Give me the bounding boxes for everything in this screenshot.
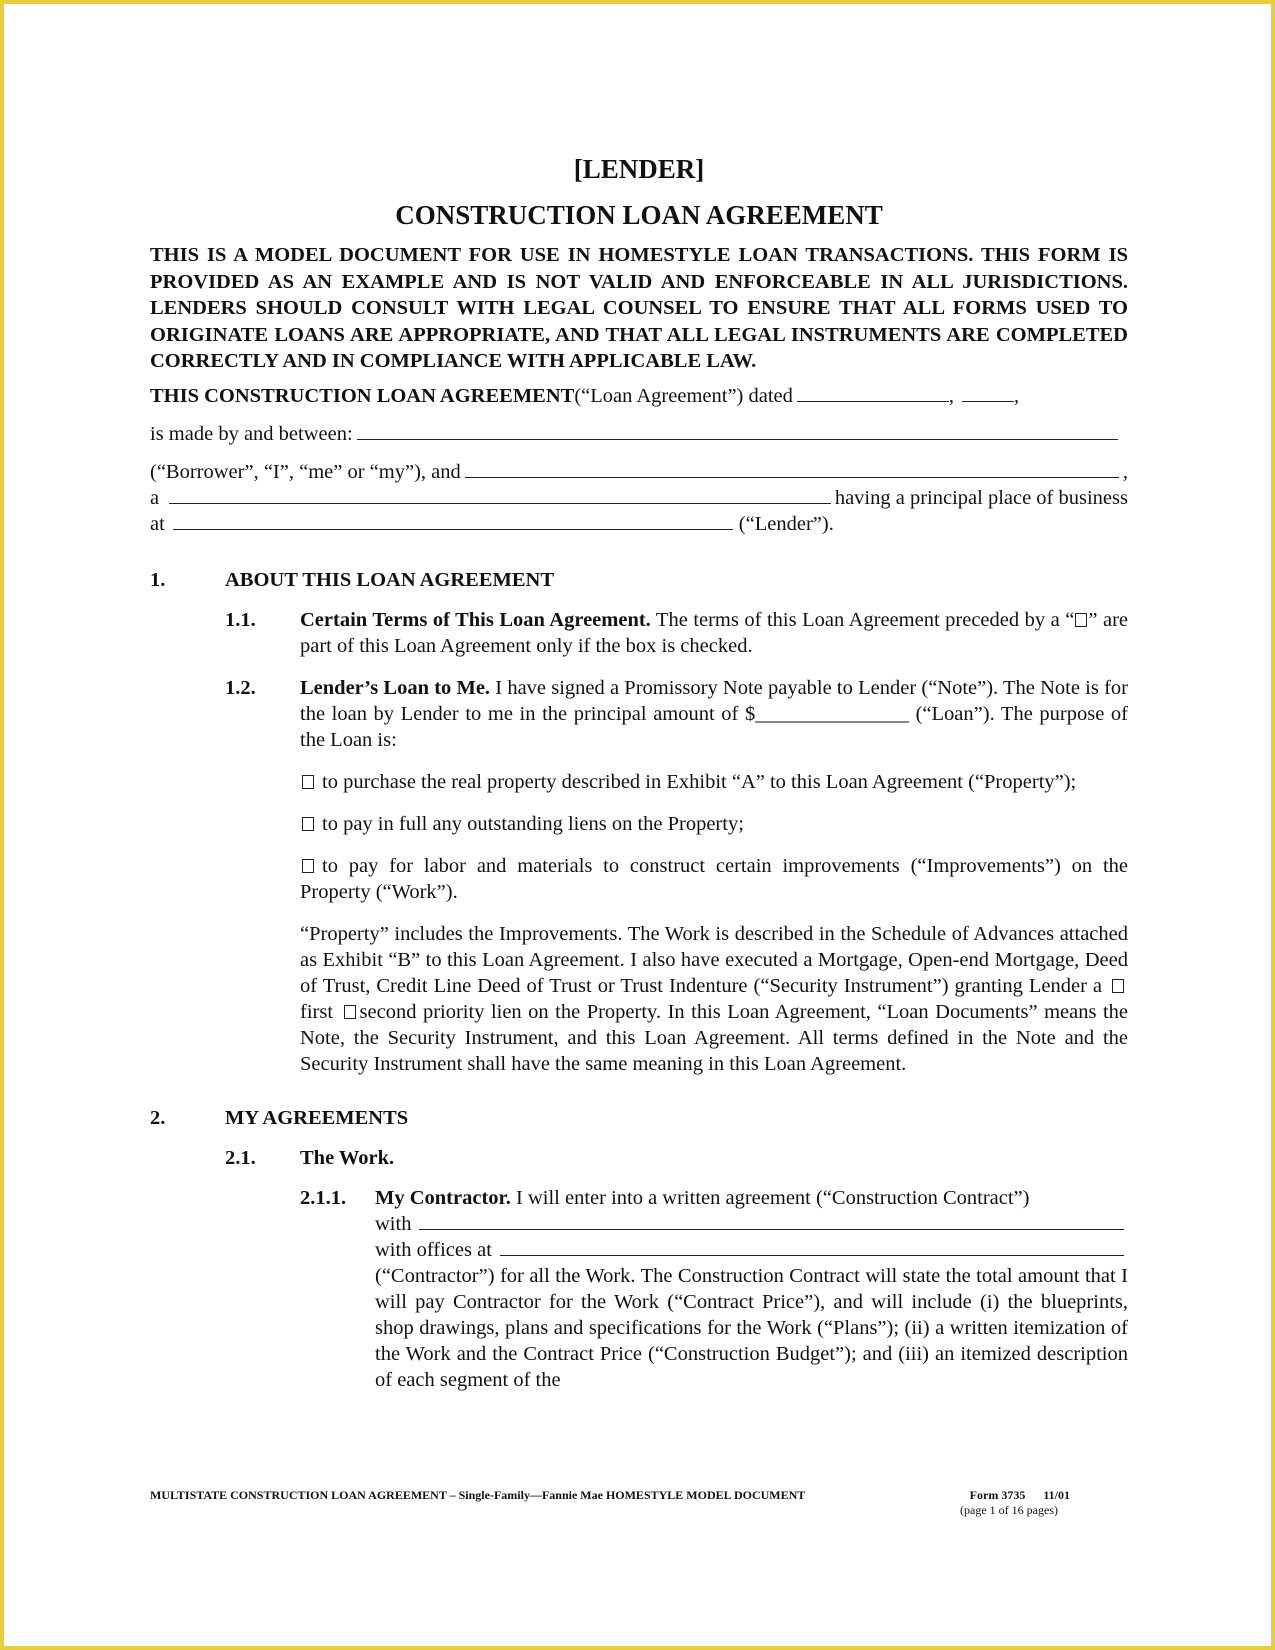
lender-address-field[interactable] — [173, 511, 733, 530]
borrower-line: (“Borrower”, “I”, “me” or “my”), and , — [150, 460, 1128, 483]
entity-line — [150, 485, 1128, 511]
purpose-option-purchase: to purchase the real property described in Exhibit “A” to this Loan Agreement (“Property”); — [300, 769, 1128, 795]
section-1-1 — [225, 607, 1128, 659]
model-document-warning: THIS IS A MODEL DOCUMENT FOR USE IN HOMESTYLE LOAN TRANSACTIONS. THIS FORM IS PROVIDED AS AN EXAMPLE AND IS NOT VALID AND ENFORCEABLE IN ALL JURISDICTIONS. LENDERS SHOULD CONSULT WITH LEGAL COUNSEL TO ENSURE THAT ALL FORMS USED TO ORIGINATE LOANS ARE APPROPRIATE, AND THAT ALL LEGAL INSTRUMENTS ARE COMPLETED CORRECTLY AND IN COMPLIANCE WITH APPLICABLE LAW. — [150, 244, 1128, 372]
lender-heading: [LENDER] — [573, 154, 705, 184]
borrower-name-field[interactable] — [357, 421, 1118, 440]
footer-form-number: Form 3735 — [969, 1488, 1026, 1502]
section-2-number: 2. — [150, 1106, 166, 1129]
section-1-1-text-b: ” are part of this Loan Agreement only if the box is checked. — [300, 608, 1128, 657]
footer-page-number: (page 1 of 16 pages) — [960, 1503, 1058, 1517]
purpose-option-work: to pay for labor and materials to construct certain improvements (“Improvements”) on the Property (“Work”). — [300, 854, 1128, 903]
intro-lead: THIS CONSTRUCTION LOAN AGREEMENT — [150, 384, 575, 407]
intro-dated-line: THIS CONSTRUCTION LOAN AGREEMENT (“Loan Agreement”) dated , , — [150, 384, 1020, 407]
second-lien-label: second — [359, 1000, 417, 1023]
section-2-1-1-text: (“Contractor”) for all the Work. The Construction Contract will state the total amount that I will pay Contractor for the Work (“Contract Price”), and will include (i) the blueprints, shop drawings, plans and specifications for the Work (“Plans”); (ii) a written itemization of the Work and the Contract Price (“Construction Budget”); and (iii) an itemized description of each segment of the — [375, 1264, 1128, 1391]
principal-place-label: having a principal place of business — [834, 486, 1128, 509]
entity-a-label: a — [150, 486, 160, 509]
intro-lead-rest: (“Loan Agreement”) dated — [574, 384, 793, 407]
section-1-1-heading: Certain Terms of This Loan Agreement. — [300, 608, 651, 631]
section-1-2-text: I have signed a Promissory Note payable to Lender (“Note”). The Note is for the loan by Lender to me in the principal amount of $_______________ (“Loan”). The purpose of the Loan is: — [300, 676, 1128, 751]
year-blank-field[interactable] — [962, 383, 1014, 402]
address-line — [150, 511, 1128, 537]
work-checkbox[interactable] — [302, 859, 314, 873]
contractor-office-field[interactable] — [500, 1237, 1124, 1256]
borrower-label: (“Borrower”, “I”, “me” or “my”), and — [150, 460, 461, 483]
section-1-1-number: 1.1. — [225, 608, 256, 631]
section-1-2-heading: Lender’s Loan to Me. — [300, 676, 491, 699]
liens-checkbox[interactable] — [302, 817, 314, 831]
document-title: CONSTRUCTION LOAN AGREEMENT — [395, 200, 883, 230]
section-1-heading — [150, 567, 1128, 593]
section-2-1 — [225, 1145, 1128, 1171]
contractor-name-field[interactable] — [419, 1211, 1124, 1230]
made-by-line — [150, 421, 1128, 447]
section-2-1-1-heading: My Contractor. — [375, 1186, 511, 1209]
contractor-name-line: with — [375, 1211, 1128, 1237]
checkbox-icon — [1075, 613, 1087, 627]
lender-close-label: (“Lender”). — [738, 512, 834, 535]
section-2-1-number: 2.1. — [225, 1146, 256, 1169]
section-1-2 — [225, 675, 1128, 753]
section-2-heading — [150, 1105, 1128, 1131]
section-2-1-1-number: 2.1.1. — [300, 1186, 347, 1209]
section-2-title: MY AGREEMENTS — [225, 1106, 409, 1129]
property-definition-paragraph: “Property” includes the Improvements. The Work is described in the Schedule of Advances attached as Exhibit “B” to this Loan Agreement. I also have executed a Mortgage, Open-end Mortgage, Deed of Trust, Credit Line Deed of Trust or Trust Indenture (“Security Instrument”) granting Lender a first second priority lien on the Property. In this Loan Agreement, “Loan Documents” means the Note, the Security Instrument, and this Loan Agreement. All terms defined in the Note and the Security Instrument shall have the same meaning in this Loan Agreement. — [300, 922, 1129, 1075]
first-lien-checkbox[interactable] — [1112, 979, 1124, 993]
document-body — [150, 144, 1128, 1393]
second-lien-checkbox[interactable] — [344, 1005, 356, 1019]
contractor-office-line: with offices at — [375, 1237, 1128, 1263]
section-2-1-1: 2.1.1. My Contractor. I will enter into a written agreement (“Construction Contract”) with with offices at (“Contractor”) for all the Work. The Construction Contract will state the total amount that I will pay Contractor for the Work (“Contract Price”), and will include (i) the blueprints, shop drawings, plans and specifications for the Work (“Plans”); (ii) a written itemization of the Work and the Contract Price (“Construction Budget”); and (iii) an itemized description of each segment of the — [300, 1186, 1128, 1391]
section-2-1-heading: The Work. — [300, 1146, 395, 1169]
purchase-checkbox[interactable] — [302, 775, 314, 789]
section-1-1-text-a: The terms of this Loan Agreement preceded by a “ — [650, 608, 1075, 631]
date-blank-field[interactable] — [797, 383, 949, 402]
lender-name-field[interactable] — [465, 459, 1119, 478]
section-1-2-number: 1.2. — [225, 676, 256, 699]
made-by-label: is made by and between: — [150, 422, 353, 445]
purpose-option-liens: to pay in full any outstanding liens on the Property; — [300, 811, 1128, 837]
section-1-title: ABOUT THIS LOAN AGREEMENT — [225, 568, 555, 591]
section-1-number: 1. — [150, 568, 166, 591]
first-lien-label: first — [300, 1000, 334, 1023]
footer-document-title: MULTISTATE CONSTRUCTION LOAN AGREEMENT – Single-Family—Fannie Mae HOMESTYLE MODEL DOCUMENT — [150, 1488, 806, 1502]
lender-entity-field[interactable] — [169, 485, 831, 504]
page-footer — [150, 1488, 1070, 1518]
footer-form-date: 11/01 — [1043, 1488, 1070, 1502]
address-at-label: at — [150, 512, 165, 535]
